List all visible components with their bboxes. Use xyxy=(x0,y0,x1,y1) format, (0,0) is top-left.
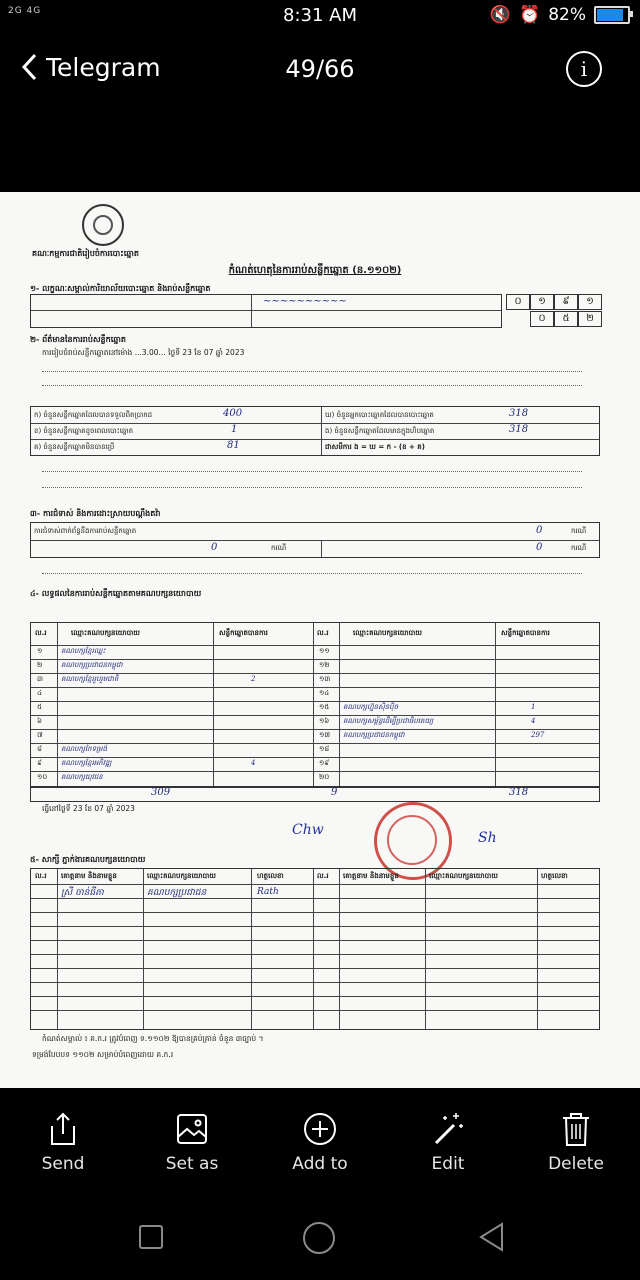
info-button[interactable] xyxy=(566,51,602,87)
witness-table xyxy=(30,868,600,1030)
w-col-no: ល.រ xyxy=(35,872,47,880)
table-row-divider xyxy=(31,926,599,927)
row-kha-label: ខ) ចំនួនសន្លឹកឆ្នោតខូចពេលបោះឆ្នោត xyxy=(34,427,134,435)
row-number: ៥ xyxy=(37,703,42,711)
table-row-divider xyxy=(31,1010,599,1011)
counting-date: ការរៀបចំរាប់សន្លឹកឆ្នោតនៅម៉ោង ...3.00... ថ្ងៃទី 23 ខែ 07 ឆ្នាំ 2023 xyxy=(42,348,245,357)
document-photo[interactable] xyxy=(0,192,640,1088)
row-ng-value: 318 xyxy=(509,424,529,435)
footer-note: កំណត់សម្គាល់ ៖ គ.ក.រ ត្រូវបំពេញ ទ.១១០២ ឱ្យបានគ្រប់គ្រាន់ ចំនួន ៣ច្បាប់ ។ xyxy=(42,1034,264,1043)
row-ng-label: ង) ចំនួនសន្លឹកឆ្នោតដែលមានក្នុងហិបឆ្នោត xyxy=(325,427,435,435)
plus-circle-icon xyxy=(303,1110,337,1148)
table-row-divider xyxy=(31,757,599,758)
table-row-divider xyxy=(31,687,599,688)
col-party: ឈ្មោះគណបក្សនយោបាយ xyxy=(71,629,140,637)
row-kha-value: 1 xyxy=(231,424,238,435)
status-icons xyxy=(490,5,630,25)
table-row-divider xyxy=(31,673,599,674)
row-number: ២០ xyxy=(319,773,330,781)
share-icon xyxy=(46,1110,80,1148)
row-number: ១៥ xyxy=(319,703,330,711)
table-row-divider xyxy=(31,729,599,730)
code-digit: ១ xyxy=(578,294,602,310)
home-button[interactable] xyxy=(302,1221,336,1255)
table-row-divider xyxy=(31,898,599,899)
clock: 8:31 AM xyxy=(283,5,357,26)
vote-count: 4 xyxy=(531,717,536,725)
party-name: គណបក្សកែទម្រង់ xyxy=(61,745,108,753)
row-number: ១០ xyxy=(37,773,48,781)
section-5-heading: ៥- សាក្សី ភ្នាក់ងារគណបក្សនយោបាយ xyxy=(30,855,146,864)
dotted-line xyxy=(42,564,582,574)
send-button[interactable] xyxy=(8,1110,118,1174)
row-number: ១៧ xyxy=(319,731,331,739)
sign-date: ធ្វើនៅថ្ងៃទី 23 ខែ 07 ឆ្នាំ 2023 xyxy=(42,804,135,813)
row-number: ៦ xyxy=(37,717,42,725)
row-number: ៧ xyxy=(37,731,43,739)
unit-label: ករណី xyxy=(271,544,287,552)
row-number: ១៤ xyxy=(319,689,330,697)
magic-wand-icon xyxy=(431,1110,465,1148)
section-3-heading: ៣- ការជំទាស់ និងការដោះស្រាយបណ្ដឹងតវ៉ា xyxy=(30,509,161,518)
ballot-count-table xyxy=(30,406,600,456)
code-digit: ០ xyxy=(530,311,554,327)
row-number: ៩ xyxy=(37,759,42,767)
set-as-label: Set as xyxy=(165,1154,219,1174)
form-title: កំណត់ហេតុនៃការរាប់សន្លឹកឆ្នោត (ន.១១០២) xyxy=(228,265,402,276)
code-digit: ៥ xyxy=(554,311,578,327)
row-number: ៤ xyxy=(37,689,42,697)
row-number: ១៣ xyxy=(319,675,331,683)
row-kho-value: 318 xyxy=(509,408,529,419)
image-icon xyxy=(175,1110,209,1148)
election-form xyxy=(28,192,602,1088)
recents-button[interactable] xyxy=(138,1224,164,1250)
back-label: Telegram xyxy=(46,52,161,82)
row-number: ១ xyxy=(37,647,43,655)
code-digit: ២ xyxy=(578,311,602,327)
viewer-header xyxy=(0,44,640,100)
table-row-divider xyxy=(31,659,599,660)
complaints-label: ការជំទាស់ពាក់ព័ន្ធនឹងការរាប់សន្លឹកឆ្នោត xyxy=(34,527,137,535)
code-digit: ១ xyxy=(530,294,554,310)
station-handwriting: ~~~~~~~~~~ xyxy=(263,296,347,307)
status-bar xyxy=(0,0,640,34)
chair-signature: Chw xyxy=(292,822,324,838)
section-1-heading: ១- លក្ខណៈសម្គាល់ការិយាល័យបោះឆ្នោត និងរាប់សន្លឹកឆ្នោត xyxy=(30,284,211,293)
table-row-divider xyxy=(31,940,599,941)
section-2-heading: ២- ព័ត៌មាននៃការរាប់សន្លឹកឆ្នោត xyxy=(30,335,126,344)
col-no: ល.រ xyxy=(317,629,329,637)
table-row-divider xyxy=(31,996,599,997)
network-indicator: 2G 4G xyxy=(8,6,42,16)
row-number: ១១ xyxy=(319,647,330,655)
w-col-party: ឈ្មោះគណបក្សនយោបាយ xyxy=(429,872,498,880)
col-votes: សន្លឹកឆ្នោតបានការ xyxy=(219,629,268,637)
col-party: ឈ្មោះគណបក្សនយោបាយ xyxy=(353,629,422,637)
secretary-signature: Sh xyxy=(478,830,497,846)
info-icon: i xyxy=(580,57,588,81)
table-row-divider xyxy=(31,912,599,913)
alarm-icon: ⏰ xyxy=(519,5,541,25)
delete-button[interactable] xyxy=(521,1110,631,1174)
trash-icon xyxy=(559,1110,593,1148)
table-row-divider xyxy=(31,954,599,955)
w-col-no: ល.រ xyxy=(317,872,329,880)
row-kho-label: ឃ) ចំនួនអ្នកបោះឆ្នោតដែលបានបោះឆ្នោត xyxy=(325,411,434,419)
system-navigation xyxy=(0,1210,640,1270)
resolved-value: 0 xyxy=(211,542,218,553)
formula: ជាសមីការ ង = ឃ = ក - (ខ + គ) xyxy=(325,443,425,451)
table-row-divider xyxy=(31,701,599,702)
table-row-divider xyxy=(31,968,599,969)
row-number: ១៦ xyxy=(319,717,330,725)
row-ko-value: 81 xyxy=(227,440,240,451)
invalid-votes: 9 xyxy=(331,787,338,798)
add-to-button[interactable] xyxy=(265,1110,375,1174)
w-col-sign: ហត្ថលេខា xyxy=(257,872,284,880)
party-name: គណបក្សហ្វ៊ុនស៊ិនប៉ិច xyxy=(343,703,399,711)
row-number: ៣ xyxy=(37,675,43,683)
complaints-value: 0 xyxy=(536,525,543,536)
org-name: គណៈកម្មការជាតិរៀបចំការបោះឆ្នោត xyxy=(32,249,139,258)
party-name: គណបក្សប្រជាជនកម្ពុជា xyxy=(61,661,123,669)
battery-icon xyxy=(594,6,630,24)
send-label: Send xyxy=(41,1154,85,1174)
edit-label: Edit xyxy=(431,1154,465,1174)
witness-name: ស្រី ចាន់ធីតា xyxy=(61,888,104,898)
delete-label: Delete xyxy=(548,1154,604,1174)
total-valid: 309 xyxy=(151,787,171,798)
w-col-sign: ហត្ថលេខា xyxy=(541,872,568,880)
party-name: គណបក្សប្រជាជនកម្ពុជា xyxy=(343,731,405,739)
emblem-logo xyxy=(82,204,124,246)
party-name: គណបក្សសម្ព័ន្ធដើម្បីប្រជាធិបតេយ្យ xyxy=(343,717,434,725)
section-4-heading: ៤- លទ្ធផលនៃការរាប់សន្លឹកឆ្នោតតាមគណបក្សនយោបាយ xyxy=(30,589,202,598)
complaints-table xyxy=(30,522,600,558)
witness-party: គណបក្សប្រជាជន xyxy=(147,888,207,898)
vote-count: 4 xyxy=(251,759,256,767)
witness-signature: Rath xyxy=(257,887,279,897)
dotted-line xyxy=(42,478,582,488)
photo-counter: 49/66 xyxy=(285,55,355,83)
row-number: ១៨ xyxy=(319,745,330,753)
row-number: ១៩ xyxy=(319,759,330,767)
unresolved-value: 0 xyxy=(536,542,543,553)
dotted-line xyxy=(42,376,582,386)
vote-count: 297 xyxy=(531,731,545,739)
table-row-divider xyxy=(31,743,599,744)
row-number: ១២ xyxy=(319,661,330,669)
row-number: ៨ xyxy=(37,745,42,753)
battery-percent: 82% xyxy=(548,5,586,25)
unit-label: ករណី xyxy=(571,544,587,552)
row-ka-value: 400 xyxy=(223,408,243,419)
vote-count: 1 xyxy=(531,703,536,711)
party-name: គណបក្សយុវជន xyxy=(61,773,103,781)
party-name: គណបក្សខ្មែររួបរួមជាតិ xyxy=(61,675,119,683)
photo-actions xyxy=(0,1110,640,1190)
table-row-divider xyxy=(31,771,599,772)
add-to-label: Add to xyxy=(292,1154,348,1174)
unit-label: ករណី xyxy=(571,527,587,535)
results-table xyxy=(30,622,600,788)
mute-icon: 🔇 xyxy=(489,5,512,25)
table-row-divider xyxy=(31,645,599,646)
dotted-line xyxy=(42,462,582,472)
footer-form: ទម្រង់បែបបទ ១១០២ សម្រាប់បំពេញដោយ គ.ក.រ xyxy=(32,1050,174,1059)
dotted-line xyxy=(42,362,582,372)
station-info-box xyxy=(30,294,502,328)
party-name: គណបក្សខ្មែរឈ្នះ xyxy=(61,647,106,655)
back-nav-button[interactable] xyxy=(478,1222,506,1252)
w-col-name: គោត្តនាម និងនាមខ្លួន xyxy=(343,872,399,880)
w-col-party: ឈ្មោះគណបក្សនយោបាយ xyxy=(147,872,216,880)
row-ko-label: គ) ចំនួនសន្លឹកឆ្នោតមិនបានប្រើ xyxy=(34,443,115,451)
table-row-divider xyxy=(31,982,599,983)
col-votes: សន្លឹកឆ្នោតបានការ xyxy=(501,629,550,637)
vote-count: 2 xyxy=(251,675,256,683)
row-number: ២ xyxy=(37,661,43,669)
table-row-divider xyxy=(31,884,599,885)
total-box: 318 xyxy=(509,787,529,798)
set-as-button[interactable] xyxy=(137,1110,247,1174)
code-digit: ៩ xyxy=(554,294,578,310)
w-col-name: គោត្តនាម និងនាមខ្លួន xyxy=(61,872,117,880)
col-no: ល.រ xyxy=(35,629,47,637)
row-ka-label: ក) ចំនួនសន្លឹកឆ្នោតដែលបានទទួលពិតប្រាកដ xyxy=(34,411,153,419)
table-row-divider xyxy=(31,715,599,716)
party-name: គណបក្សខ្មែរអភិវឌ្ឍ xyxy=(61,759,112,767)
code-digit: ០ xyxy=(506,294,530,310)
totals-row xyxy=(30,786,600,802)
edit-button[interactable] xyxy=(393,1110,503,1174)
